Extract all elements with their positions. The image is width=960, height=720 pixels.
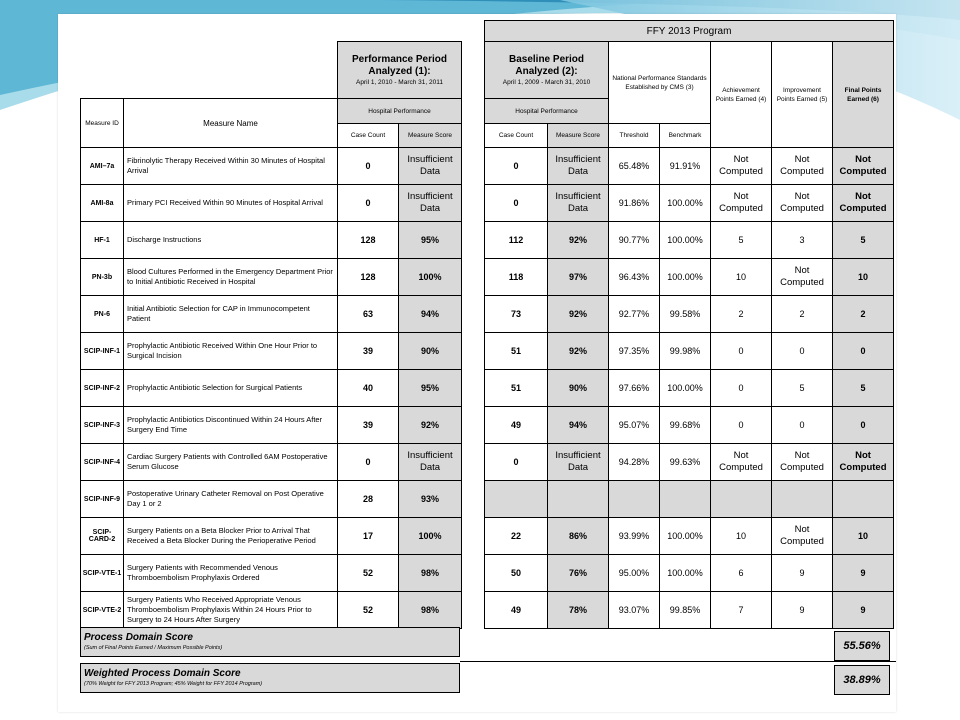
table-row: 50 76% 95.00% 100.00% 6 9 9 — [485, 555, 894, 592]
table-row: PN-3b Blood Cultures Performed in the Emergency Department Prior to Initial Antibiotic Received in Hospital 128 100% — [81, 259, 462, 296]
table-row — [485, 481, 894, 518]
achievement-points-header: Achievement Points Earned (4) — [711, 42, 772, 148]
performance-table — [80, 41, 462, 629]
table-row: SCIP-INF-4 Cardiac Surgery Patients with Controlled 6AM Postoperative Serum Glucose 0 Insufficient Data — [81, 444, 462, 481]
national-standards-header: National Performance Standards Established by CMS (3) — [609, 42, 711, 124]
table-row: PN-6 Initial Antibiotic Selection for CAP in Immunocompetent Patient 63 94% — [81, 296, 462, 333]
table-row: SCIP-INF-3 Prophylactic Antibiotics Discontinued Within 24 Hours After Surgery End Time 39 92% — [81, 407, 462, 444]
measure-id-header: Measure ID — [81, 99, 124, 148]
table-row: 0 Insufficient Data 65.48% 91.91% Not Computed Not Computed Not Computed — [485, 148, 894, 185]
table-row: SCIP-VTE-1 Surgery Patients with Recommended Venous Thromboembolism Prophylaxis Ordered 52 98% — [81, 555, 462, 592]
table-row: 73 92% 92.77% 99.58% 2 2 2 — [485, 296, 894, 333]
table-row: SCIP-CARD-2 Surgery Patients on a Beta Blocker Prior to Arrival That Received a Beta Blocker During the Perioperative Period 17 100% — [81, 518, 462, 555]
case-count-header: Case Count — [338, 124, 399, 148]
hospital-performance-label: Hospital Performance — [338, 99, 462, 124]
process-domain-score-value: 55.56% — [834, 631, 890, 661]
table-row: AMI–7a Fibrinolytic Therapy Received Within 30 Minutes of Hospital Arrival 0 Insufficient Data — [81, 148, 462, 185]
case-count-header: Case Count — [485, 124, 548, 148]
table-row: 49 78% 93.07% 99.85% 7 9 9 — [485, 592, 894, 629]
table-row: SCIP-INF-1 Prophylactic Antibiotic Received Within One Hour Prior to Surgical Incision 39 90% — [81, 333, 462, 370]
benchmark-header: Benchmark — [660, 124, 711, 148]
report-page — [58, 14, 896, 712]
table-row: 22 86% 93.99% 100.00% 10 Not Computed 10 — [485, 518, 894, 555]
table-row: SCIP-VTE-2 Surgery Patients Who Received Appropriate Venous Thromboembolism Prophylaxis Within 24 Hours Prior to Surgery to 24 Hours After Surgery 52 98% — [81, 592, 462, 629]
baseline-period-header: Baseline Period Analyzed (2): April 1, 2009 - March 31, 2010 — [485, 42, 609, 99]
performance-period-header: Performance Period Analyzed (1): April 1, 2010 - March 31, 2011 — [338, 42, 462, 99]
program-table — [484, 20, 894, 629]
table-row: 118 97% 96.43% 100.00% 10 Not Computed 10 — [485, 259, 894, 296]
table-row: 0 Insufficient Data 91.86% 100.00% Not Computed Not Computed Not Computed — [485, 185, 894, 222]
weighted-domain-score-label: Weighted Process Domain Score (70% Weight for FFY 2013 Program; 45% Weight for FFY 2014 Program) — [80, 663, 460, 693]
table-row: AMI-8a Primary PCI Received Within 90 Minutes of Hospital Arrival 0 Insufficient Data — [81, 185, 462, 222]
table-row: SCIP-INF-2 Prophylactic Antibiotic Selection for Surgical Patients 40 95% — [81, 370, 462, 407]
table-row: 51 92% 97.35% 99.98% 0 0 0 — [485, 333, 894, 370]
table-row: SCIP-INF-9 Postoperative Urinary Catheter Removal on Post Operative Day 1 or 2 28 93% — [81, 481, 462, 518]
table-row: 112 92% 90.77% 100.00% 5 3 5 — [485, 222, 894, 259]
row-divider — [460, 661, 896, 662]
process-domain-score-label: Process Domain Score (Sum of Final Points Earned / Maximum Possible Points) — [80, 627, 460, 657]
measure-name-header: Measure Name — [124, 99, 338, 148]
measure-score-header: Measure Score — [548, 124, 609, 148]
hospital-performance-label: Hospital Performance — [485, 99, 609, 124]
table-row: HF-1 Discharge Instructions 128 95% — [81, 222, 462, 259]
measure-score-header: Measure Score — [399, 124, 462, 148]
improvement-points-header: Improvement Points Earned (5) — [772, 42, 833, 148]
program-title: FFY 2013 Program — [485, 21, 894, 42]
threshold-header: Threshold — [609, 124, 660, 148]
weighted-domain-score-value: 38.89% — [834, 665, 890, 695]
final-points-header: Final Points Earned (6) — [833, 42, 894, 148]
table-row: 0 Insufficient Data 94.28% 99.63% Not Computed Not Computed Not Computed — [485, 444, 894, 481]
table-row: 51 90% 97.66% 100.00% 0 5 5 — [485, 370, 894, 407]
table-row: 49 94% 95.07% 99.68% 0 0 0 — [485, 407, 894, 444]
